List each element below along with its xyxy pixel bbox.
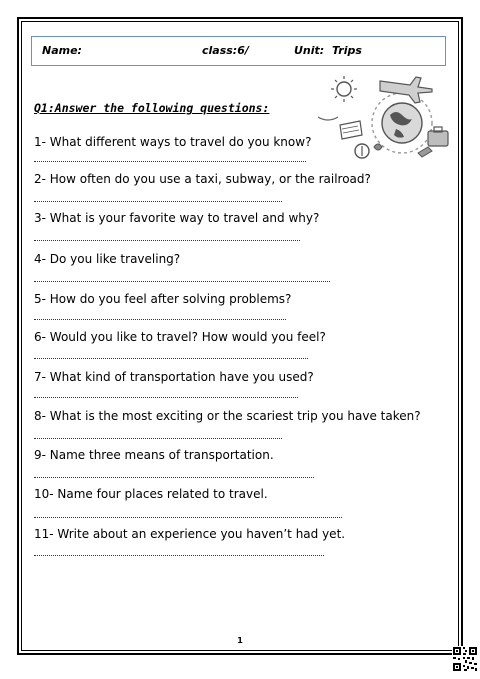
question-2: 2- How often do you use a taxi, subway, or the railroad? [34, 172, 371, 186]
answer-line-5 [34, 319, 286, 320]
question-8: 8- What is the most exciting or the scariest trip you have taken? [34, 409, 421, 423]
answer-line-8 [34, 438, 282, 439]
answer-line-2 [34, 201, 282, 202]
class-label: class:6/ [202, 44, 249, 57]
answer-line-10 [34, 517, 342, 518]
answer-line-6 [34, 358, 308, 359]
question-4: 4- Do you like traveling? [34, 252, 181, 266]
question-6: 6- Would you like to travel? How would you feel? [34, 330, 326, 344]
qr-code-icon [452, 646, 478, 672]
question-7: 7- What kind of transportation have you used? [34, 370, 314, 384]
question-11: 11- Write about an experience you haven’t had yet. [34, 527, 346, 541]
section-heading: Q1:Answer the following questions: [34, 101, 270, 115]
answer-line-11 [34, 555, 324, 556]
answer-line-4 [34, 281, 330, 282]
question-5: 5- How do you feel after solving problems? [34, 292, 292, 306]
travel-doodle-icon [318, 67, 458, 163]
unit-label: Unit: [294, 44, 325, 57]
answer-line-1 [34, 161, 306, 162]
question-10: 10- Name four places related to travel. [34, 487, 268, 501]
answer-line-3 [34, 240, 300, 241]
unit-value: Trips [332, 44, 362, 57]
name-label: Name: [42, 44, 82, 57]
question-3: 3- What is your favorite way to travel and why? [34, 211, 320, 225]
question-9: 9- Name three means of transportation. [34, 448, 274, 462]
worksheet-header [31, 36, 446, 66]
question-1: 1- What different ways to travel do you know? [34, 135, 312, 149]
page-number: 1 [237, 636, 243, 645]
answer-line-9 [34, 477, 314, 478]
answer-line-7 [34, 397, 298, 398]
